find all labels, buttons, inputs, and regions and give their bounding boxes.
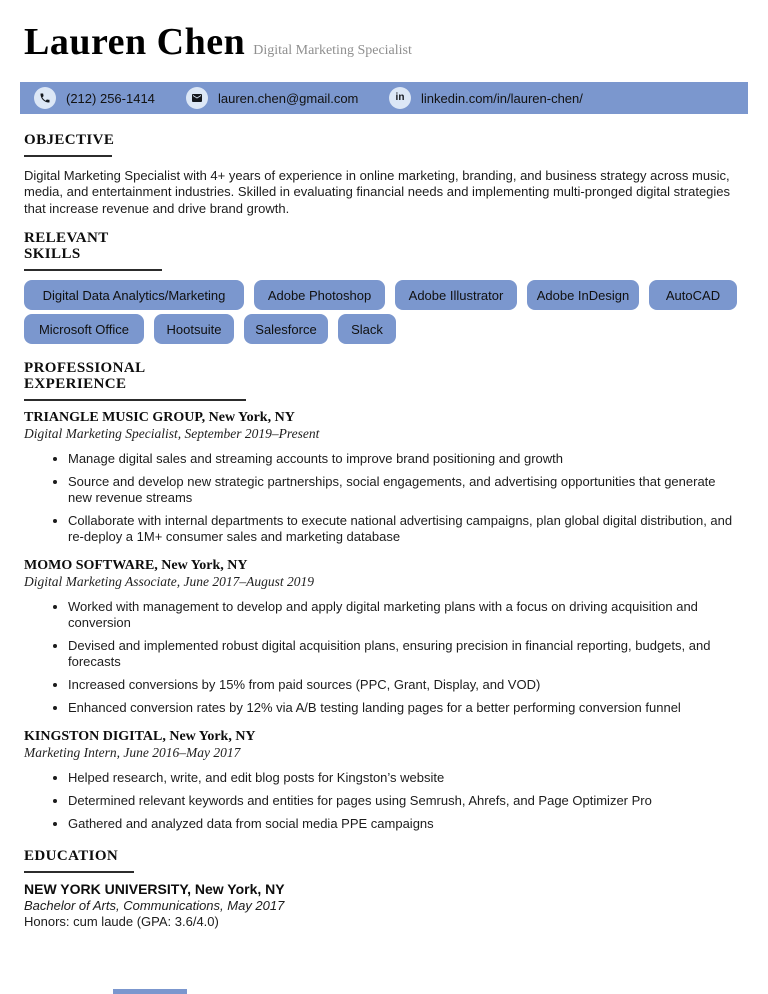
job-bullet: • Helped research, write, and edit blog posts for Kingston’s website [68,770,740,786]
skills-list [24,280,744,344]
email-icon [186,87,208,109]
experience-heading: PROFESSIONAL EXPERIENCE [24,360,145,393]
skill-pill: Microsoft Office [24,314,144,344]
job-entry [24,558,744,716]
skill-pill: Adobe Photoshop [254,280,385,310]
skill-pill: Slack [338,314,396,344]
job-entry [24,729,744,832]
skill-pill: AutoCAD [649,280,737,310]
skills-underline [24,269,162,271]
job-bullet: • Collaborate with internal departments to execute national advertising campaigns, plan global digital distribution, and re-deploy a 1M+ consumer sales and marketing database [68,513,740,545]
job-entry [24,410,744,545]
job-bullets [24,770,740,832]
skill-pill: Adobe Illustrator [395,280,517,310]
skill-pill: Salesforce [244,314,328,344]
linkedin-icon: in [389,87,411,109]
section-experience [0,360,768,832]
person-name: Lauren Chen [24,21,246,63]
header [0,0,768,62]
contact-email [186,82,389,114]
job-bullet: • Enhanced conversion rates by 12% via A/B testing landing pages for a better performing conversion funnel [68,700,740,716]
skills-heading: RELEVANT SKILLS [24,230,109,263]
next-page-fragment [113,989,187,994]
objective-underline [24,155,112,157]
person-title: Digital Marketing Specialist [253,43,412,58]
job-bullet: • Increased conversions by 15% from paid sources (PPC, Grant, Display, and VOD) [68,677,740,693]
email-address: lauren.chen@gmail.com [218,90,359,106]
linkedin-url: linkedin.com/in/lauren-chen/ [421,90,583,106]
objective-heading: OBJECTIVE [24,132,115,148]
experience-underline [24,399,246,401]
contact-linkedin [389,82,734,114]
job-role: Marketing Intern, June 2016–May 2017 [24,745,241,761]
phone-icon [34,87,56,109]
phone-number: (212) 256-1414 [66,90,155,106]
section-skills [0,230,768,344]
job-company: MOMO SOFTWARE, New York, NY [24,558,248,574]
job-bullet: • Source and develop new strategic partnerships, social engagements, and advertising opportunities that generate new revenue streams [68,474,740,506]
job-role: Digital Marketing Specialist, September 2019–Present [24,426,320,442]
education-heading: EDUCATION [24,848,119,865]
education-school: NEW YORK UNIVERSITY, New York, NY [24,881,285,898]
objective-text: Digital Marketing Specialist with 4+ years of experience in online marketing, branding, and business strategy across music, media, and entertainment industries. Skilled in evaluating financial needs and implementing multi-pronged digital strategies that increase revenue and drive brand growth. [24,168,731,216]
skill-pill: Adobe InDesign [527,280,639,310]
skill-pill: Hootsuite [154,314,234,344]
job-bullets [24,599,740,716]
education-honors: Honors: cum laude (GPA: 3.6/4.0) [24,914,219,930]
skill-pill: Digital Data Analytics/Marketing [24,280,244,310]
job-bullets [24,451,740,545]
job-company: TRIANGLE MUSIC GROUP, New York, NY [24,410,295,426]
section-objective [0,132,768,217]
job-bullet: • Gathered and analyzed data from social media PPE campaigns [68,816,740,832]
education-underline [24,871,134,873]
contact-bar [20,82,748,114]
job-role: Digital Marketing Associate, June 2017–August 2019 [24,574,314,590]
job-bullet: • Manage digital sales and streaming accounts to improve brand positioning and growth [68,451,740,467]
job-bullet: • Worked with management to develop and apply digital marketing plans with a focus on driving acquisition and conversion [68,599,740,631]
contact-phone [34,82,186,114]
job-bullet: • Determined relevant keywords and entities for pages using Semrush, Ahrefs, and Page Optimizer Pro [68,793,740,809]
job-company: KINGSTON DIGITAL, New York, NY [24,729,256,745]
job-bullet: • Devised and implemented robust digital acquisition plans, ensuring precision in financial reporting, budgets, and forecasts [68,638,740,670]
education-degree: Bachelor of Arts, Communications, May 2017 [24,898,285,914]
section-education [0,848,768,929]
